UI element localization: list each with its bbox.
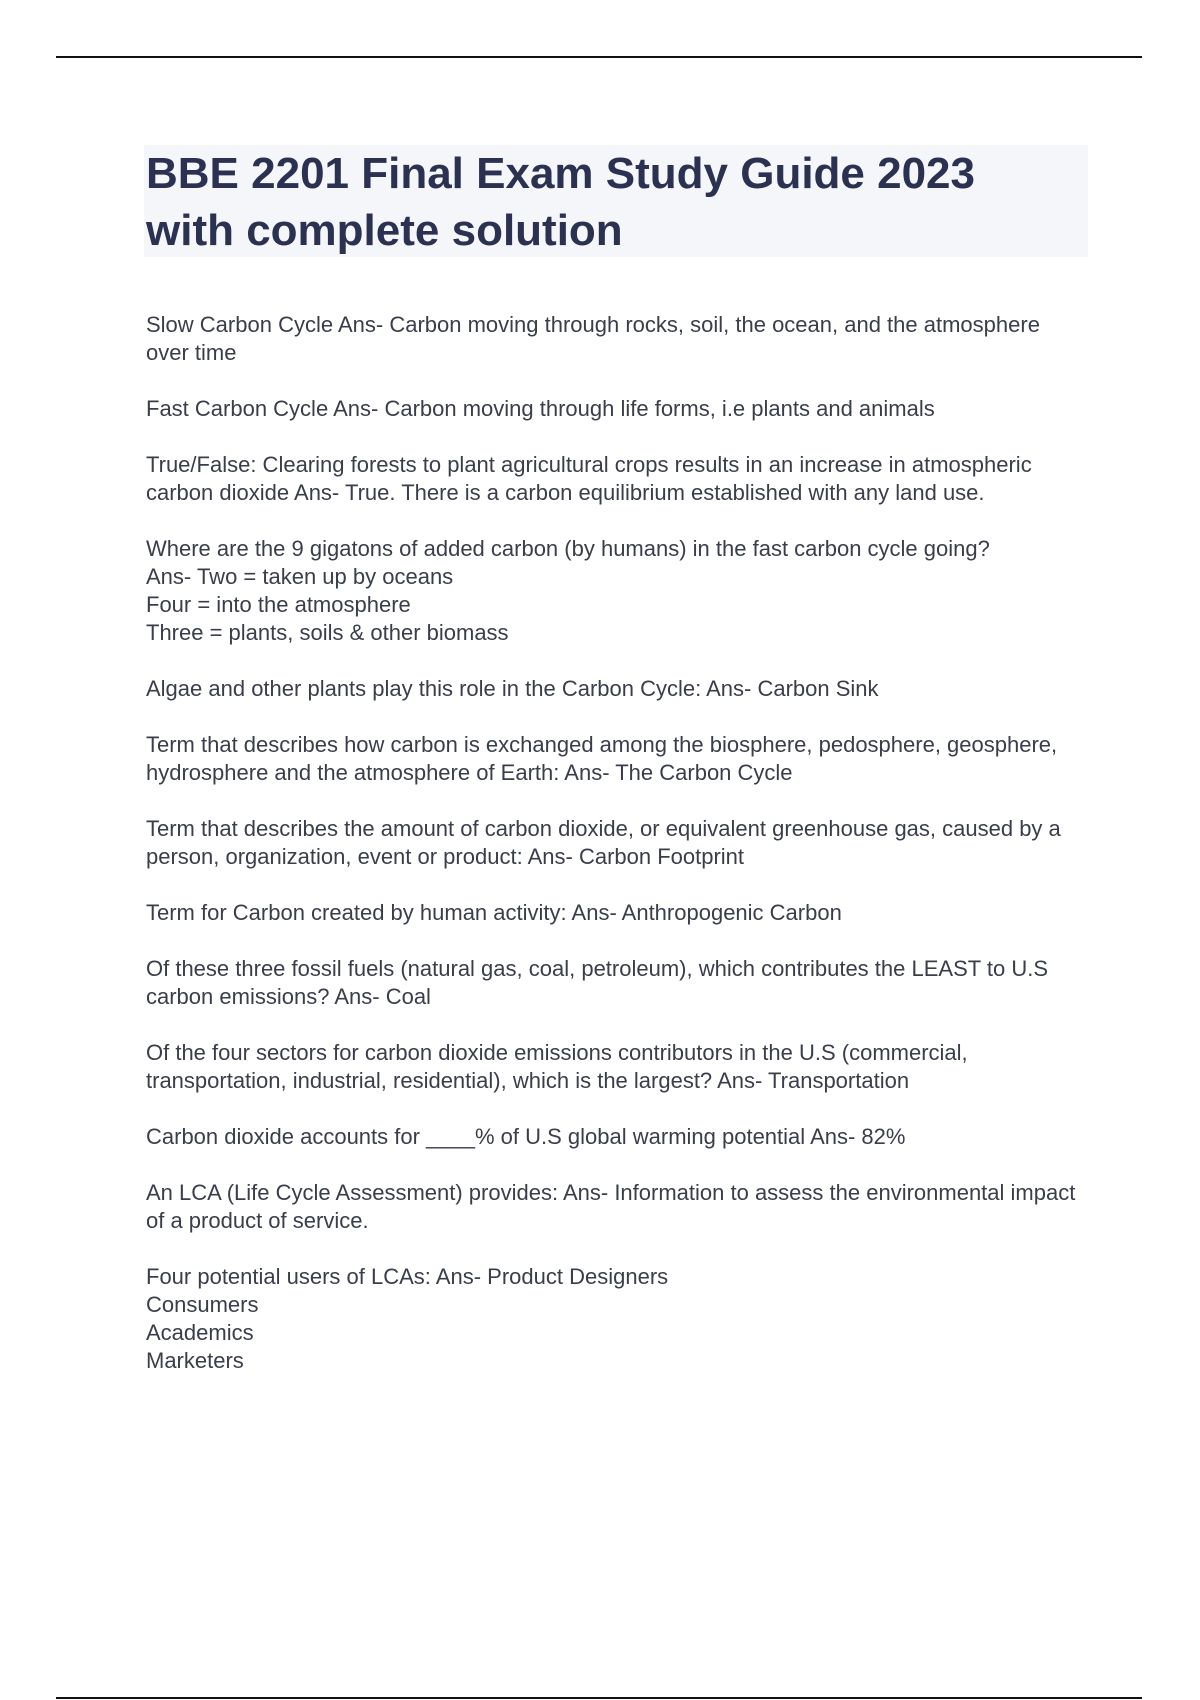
qa-answer: Ans- True. There is a carbon equilibrium established with any land use. [294,480,985,505]
qa-question: Four potential users of LCAs: [146,1264,431,1289]
qa-item [146,451,1076,507]
qa-answer: Ans- Transportation [717,1068,910,1093]
qa-answer: Ans- Anthropogenic Carbon [571,900,842,925]
qa-item [146,899,1076,927]
qa-item [146,1263,1076,1375]
qa-list [146,311,1076,1403]
qa-question: Of these three fossil fuels (natural gas, coal, petroleum), which contributes the LEAST to U.S carbon emissions? [146,956,1049,1009]
qa-item [146,1179,1076,1235]
qa-question: Where are the 9 gigatons of added carbon (by humans) in the fast carbon cycle going? [146,536,990,561]
qa-answer: Ans- Product Designers Consumers Academics Marketers [146,1264,669,1373]
qa-answer: Ans- The Carbon Cycle [564,760,793,785]
qa-item [146,955,1076,1011]
qa-question: True/False: Clearing forests to plant agricultural crops results in an increase in atmospheric carbon dioxide [146,452,1032,505]
qa-item [146,395,1076,423]
qa-item [146,815,1076,871]
qa-item [146,1123,1076,1151]
qa-answer: Ans- Coal [334,984,431,1009]
qa-answer: Ans- Carbon moving through life forms, i.e plants and animals [333,396,935,421]
qa-answer: Ans- Carbon moving through rocks, soil, the ocean, and the atmosphere over time [146,312,1040,365]
qa-question: Of the four sectors for carbon dioxide emissions contributors in the U.S (commercial, transportation, industrial, residential), which is the largest? [146,1040,968,1093]
qa-question: Term that describes how carbon is exchanged among the biosphere, pedosphere, geosphere, hydrosphere and the atmosphere of Earth: [146,732,1058,785]
qa-question: Fast Carbon Cycle [146,396,329,421]
qa-question: Algae and other plants play this role in the Carbon Cycle: [146,676,702,701]
qa-question: Carbon dioxide accounts for ____% of U.S global warming potential [146,1124,806,1149]
qa-answer: Ans- Carbon Sink [706,676,879,701]
qa-answer: Ans- Information to assess the environmental impact of a product of service. [146,1180,1076,1233]
qa-question: Slow Carbon Cycle [146,312,334,337]
qa-item [146,731,1076,787]
qa-question: Term for Carbon created by human activity: [146,900,567,925]
qa-item [146,675,1076,703]
qa-answer: Ans- Two = taken up by oceans Four = into the atmosphere Three = plants, soils & other biomass [146,564,509,645]
qa-item [146,535,1076,647]
top-rule [56,56,1142,58]
qa-answer: Ans- 82% [810,1124,906,1149]
document-title: BBE 2201 Final Exam Study Guide 2023 with complete solution [146,149,975,255]
qa-item [146,1039,1076,1095]
qa-question: An LCA (Life Cycle Assessment) provides: [146,1180,559,1205]
qa-question: Term that describes the amount of carbon dioxide, or equivalent greenhouse gas, caused by a person, organization, event or product: [146,816,1061,869]
bottom-rule [56,1697,1142,1699]
qa-answer: Ans- Carbon Footprint [527,844,745,869]
qa-item [146,311,1076,367]
